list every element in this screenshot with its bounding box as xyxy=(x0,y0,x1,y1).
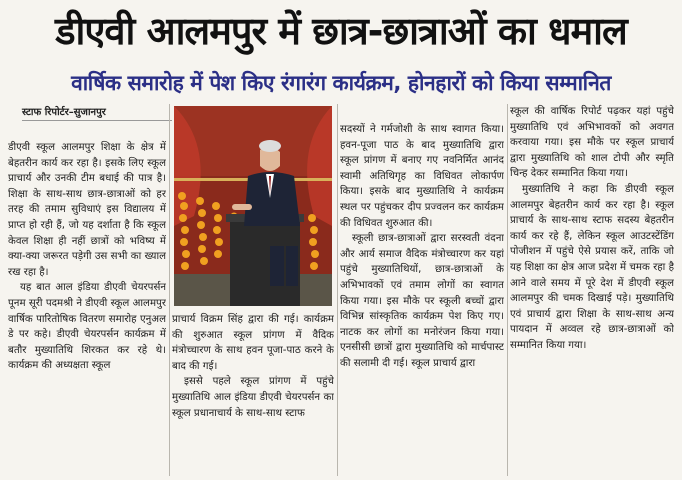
byline: स्टाफ रिपोर्टर–सुजानपुर xyxy=(22,104,172,121)
paragraph: सदस्यों ने गर्मजोशी के साथ स्वागत किया। हवन-पूजा पाठ के बाद मुख्यातिथि द्वारा स्कूल प्रांगण में बनाए गए नवनिर्मित आनंद स्वामी अतिथिगृह का विधिवत लोकार्पण किया। इसके बाद मुख्यातिथि ने कार्यक्रम स्थल पर पहुंचकर दीप प्रज्वलन कर कार्यक्रम की विधिवत शुरुआत की। xyxy=(340,124,504,229)
column-divider xyxy=(337,104,338,476)
subheadline: वार्षिक समारोह में पेश किए रंगारंग कार्यक्रम, होनहारों को किया सम्मानित xyxy=(71,71,611,95)
paragraph: डीएवी स्कूल आलमपुर शिक्षा के क्षेत्र में बेहतरीन कार्य कर रहा है। इसके लिए स्कूल प्राचार्य और उनकी टीम बधाई की पात्र है। शिक्षा के साथ-साथ छात्र-छात्राओं को हर तरह की तमाम सुविधाएं इस विद्यालय में प्राप्त हो रही हैं, जो यह दर्शाता है कि स्कूल केवल शिक्षा ही नहीं छात्रों को भविष्य में क्या-क्या जरूरत पड़ेगी उस सभी का ख्याल रख रहा है। xyxy=(8,142,166,278)
paragraph: प्राचार्य विक्रम सिंह द्वारा की गई। कार्यक्रम की शुरुआत स्कूल प्रांगण में वैदिक मंत्रोच्चारण के साथ हवन पूजा-पाठ करने के बाद की गई। xyxy=(172,314,334,372)
speaker-photo xyxy=(174,106,332,306)
article-column-1 xyxy=(8,140,166,476)
paragraph: मुख्यातिथि ने कहा कि डीएवी स्कूल आलमपुर बेहतरीन कार्य कर रहा है। स्कूल प्राचार्य के साथ-साथ स्टाफ सदस्य बेहतरीन कार्य कर रहे हैं, लेकिन स्कूल आउटस्टेंडिंग पोजीशन में पहुंचे ऐसे प्रयास करें, ताकि जो यह शिक्षा का क्षेत्र आज प्रदेश में चमक रहा है आने वाले समय में पूरे देश में डीएवी स्कूल आलमपुर की चमक दिखाई पड़े। मुख्यातिथि एवं प्राचार्य द्वारा शिक्षा के साथ-साथ अन्य पायदान में अव्वल रहे छात्र-छात्राओं को सम्मानित किया गया। xyxy=(510,183,674,351)
paragraph: स्कूली छात्र-छात्राओं द्वारा सरस्वती वंदना और आर्य समाज वैदिक मंत्रोच्चारण कर यहां पहुंचे मुख्यातिथियों, छात्र-छात्राओं के अभिभावकों एवं तमाम लोगों का स्वागत किया गया। इस मौके पर स्कूली बच्चों द्वारा विभिन्न सांस्कृतिक कार्यक्रम पेश किए गए। नाटक कर लोगों का मनोरंजन किया गया। एनसीसी छात्रों द्वारा मुख्यातिथि को मार्चपास्ट की सलामी दी गई। स्कूल प्राचार्य द्वारा xyxy=(340,233,504,369)
paragraph: यह बात आल इंडिया डीएवी चेयरपर्सन पूनम सूरी पदमश्री ने डीएवी स्कूल आलमपुर वार्षिक पारितोषिक वितरण समारोह एनुअल डे पर कहे। डीएवी चेयरपर्सन कार्यक्रम में बतौर मुख्यातिथि शिरकत कर रहे थे। कार्यक्रम की अध्यक्षता स्कूल xyxy=(8,282,166,372)
event-photo xyxy=(174,106,332,306)
column-divider xyxy=(507,104,508,476)
paragraph: इससे पहले स्कूल प्रांगण में पहुंचे मुख्यातिथि आल इंडिया डीएवी चेयरपर्सन का स्कूल प्रधानाचार्य के साथ-साथ स्टाफ xyxy=(172,376,334,419)
paragraph: स्कूल की वार्षिक रिपोर्ट पढ़कर यहां पहुंचे मुख्यातिथि एवं अभिभावकों को अवगत करवाया गया। इस मौके पर स्कूल प्राचार्य द्वारा मुख्यातिथि को शाल टोपी और स्मृति चिन्ह देकर सम्मानित किया गया। xyxy=(510,106,674,180)
column-divider xyxy=(169,104,170,476)
article-column-2 xyxy=(172,312,334,478)
article-column-3 xyxy=(340,122,504,476)
article-column-4 xyxy=(510,104,674,476)
headline: डीएवी आलमपुर में छात्र-छात्राओं का धमाल xyxy=(55,9,627,53)
